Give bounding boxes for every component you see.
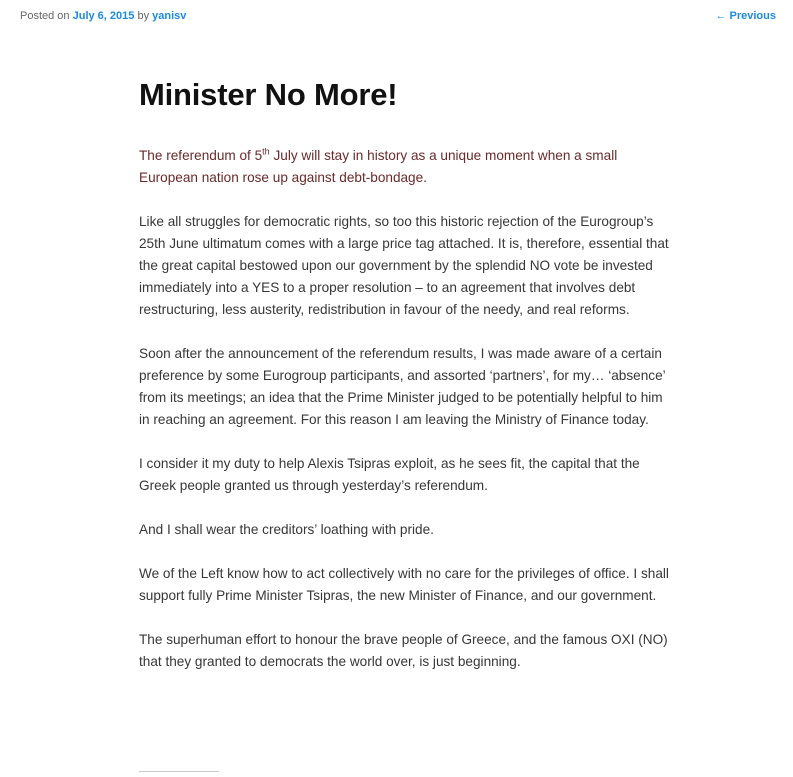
post-meta — [20, 9, 186, 23]
author-link[interactable]: yanisv — [152, 10, 187, 22]
lead-text-end: July will stay in history as a unique moment when a small European nation rose up against debt-bondage. — [139, 148, 618, 185]
post-title: Minister No More! — [139, 77, 398, 112]
paragraph-4: And I shall wear the creditors’ loathing with pride. — [139, 522, 434, 537]
paragraph-5: We of the Left know how to act collectively with no care for the privileges of office. I shall support fully Prime Minister Tsipras, the new Minister of Finance, and our government. — [139, 566, 669, 603]
by-label: by — [137, 10, 150, 22]
previous-post-link[interactable]: ← Previous — [715, 10, 776, 22]
lead-text-start: The referendum of 5 — [139, 148, 263, 163]
paragraph-6: The superhuman effort to honour the brave people of Greece, and the famous OXI (NO) that they granted to democrats the world over, is just beginning. — [139, 632, 668, 669]
paragraph-2: Soon after the announcement of the referendum results, I was made aware of a certain preference by some Eurogroup participants, and assorted ‘partners’, for my… ‘absence’ from its meetings; an idea that the Prime Minister judged to be potentially helpful to him in reaching an agreement. For this reason I am leaving the Ministry of Finance today. — [139, 346, 666, 427]
lead-superscript: th — [262, 146, 270, 157]
paragraph-1: Like all struggles for democratic rights, so too this historic rejection of the Eurogroup’s 25th June ultimatum comes with a large price tag attached. It is, therefore, essential that the great capital bestowed upon our government by the splendid NO vote be invested immediately into a YES to a proper resolution – to an agreement that involves debt restructuring, less austerity, redistribution in favour of the needy, and real reforms. — [139, 214, 669, 317]
posted-on-label: Posted on — [20, 10, 70, 22]
post-content — [139, 76, 669, 673]
post-date-link[interactable]: July 6, 2015 — [72, 10, 135, 22]
lead-paragraph — [139, 145, 669, 189]
paragraph-3: I consider it my duty to help Alexis Tsipras exploit, as he sees fit, the capital that the Greek people granted us through yesterday’s referendum. — [139, 456, 640, 493]
footer-divider — [139, 771, 219, 772]
